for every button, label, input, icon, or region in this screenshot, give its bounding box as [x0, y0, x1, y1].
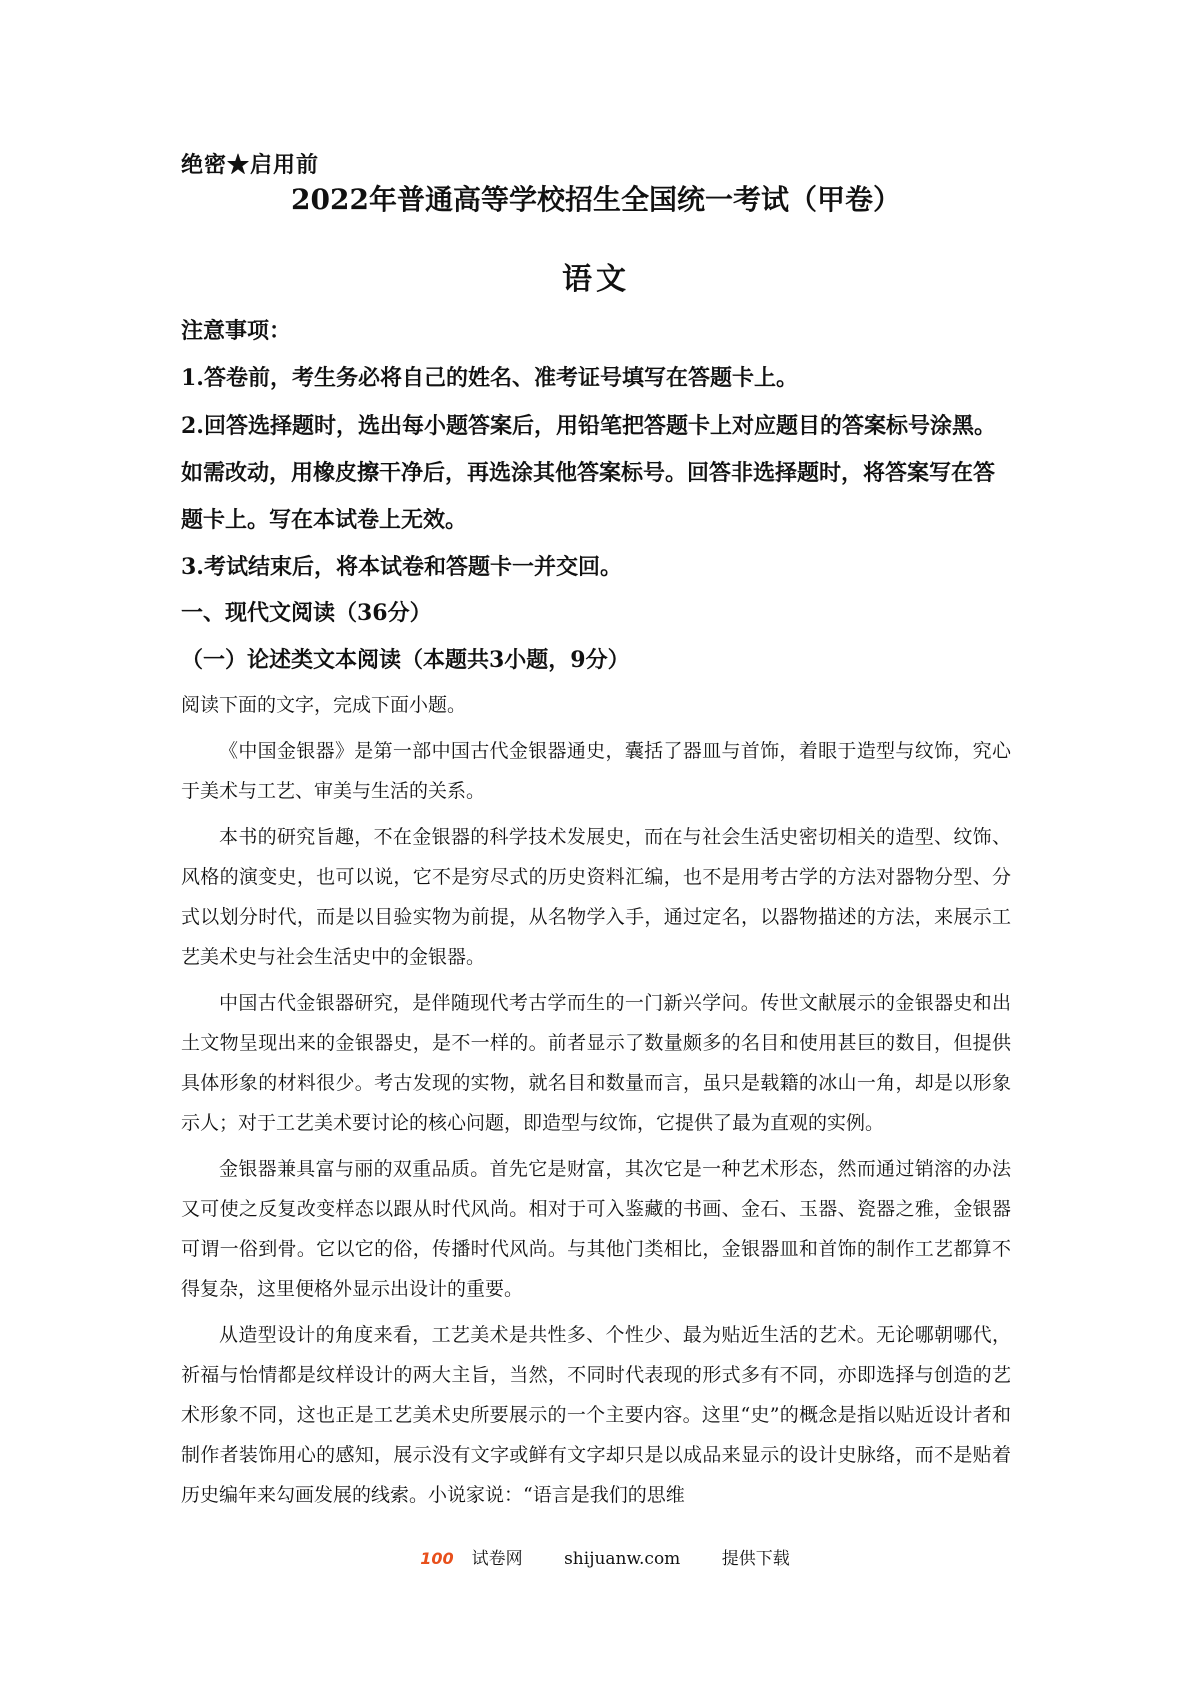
- notice-item-1: 1.答卷前，考生务必将自己的姓名、准考证号填写在答题卡上。: [181, 365, 798, 391]
- notice-item-3: 3.考试结束后，将本试卷和答题卡一并交回。: [181, 554, 622, 580]
- passage-paragraph-3: 中国古代金银器研究，是伴随现代考古学而生的一门新兴学问。传世文献展示的金银器史和出土文物呈现出来的金银器史，是不一样的。前者显示了数量颇多的名目和使用甚巨的数目，但提供具体形象的材料很少。考古发现的实物，就名目和数量而言，虽只是载籍的冰山一角，却是以形象示人；对于工艺美术要讨论的核心问题，即造型与纹饰，它提供了最为直观的实例。: [181, 992, 1011, 1134]
- footer-url[interactable]: shijuanw.com: [564, 1549, 681, 1569]
- footer-logo: 100: [420, 1549, 454, 1568]
- subsection-heading: （一）论述类文本阅读（本题共3小题，9分）: [181, 647, 630, 673]
- page-footer: [181, 1544, 1011, 1569]
- footer-note: 提供下载: [721, 1549, 790, 1569]
- passage-paragraph-2: 本书的研究旨趣，不在金银器的科学技术发展史，而在与社会生活史密切相关的造型、纹饰、风格的演变史，也可以说，它不是穷尽式的历史资料汇编，也不是用考古学的方法对器物分型、分式以划分时代，而是以目验实物为前提，从名物学入手，通过定名，以器物描述的方法，来展示工艺美术史与社会生活史中的金银器。: [181, 826, 1011, 968]
- passage-paragraph-4: 金银器兼具富与丽的双重品质。首先它是财富，其次它是一种艺术形态，然而通过销溶的办法又可使之反复改变样态以跟从时代风尚。相对于可入鉴藏的书画、金石、玉器、瓷器之雅，金银器可谓一俗到骨。它以它的俗，传播时代风尚。与其他门类相比，金银器皿和首饰的制作工艺都算不得复杂，这里便格外显示出设计的重要。: [181, 1158, 1011, 1300]
- exam-title: 2022年普通高等学校招生全国统一考试（甲卷）: [291, 183, 901, 216]
- footer-site-name: 试卷网: [471, 1549, 523, 1569]
- notice-heading: 注意事项：: [181, 318, 292, 344]
- reading-instruction: 阅读下面的文字，完成下面小题。: [181, 694, 467, 716]
- subject-title: 语文: [562, 262, 630, 297]
- secret-label: 绝密★启用前: [181, 152, 320, 178]
- footer-brand: [402, 1549, 522, 1569]
- passage-paragraph-1: 《中国金银器》是第一部中国古代金银器通史，囊括了器皿与首饰，着眼于造型与纹饰，究心于美术与工艺、审美与生活的关系。: [181, 740, 1011, 802]
- notice-item-2: 2.回答选择题时，选出每小题答案后，用铅笔把答题卡上对应题目的答案标号涂黑。如需改动，用橡皮擦干净后，再选涂其他答案标号。回答非选择题时，将答案写在答题卡上。写在本试卷上无效。: [181, 413, 996, 533]
- passage-paragraph-5: 从造型设计的角度来看，工艺美术是共性多、个性少、最为贴近生活的艺术。无论哪朝哪代，祈福与怡情都是纹样设计的两大主旨，当然，不同时代表现的形式多有不同，亦即选择与创造的艺术形象不同，这也正是工艺美术史所要展示的一个主要内容。这里“史”的概念是指以贴近设计者和制作者装饰用心的感知，展示没有文字或鲜有文字却只是以成品来显示的设计史脉络，而不是贴着历史编年来勾画发展的线索。小说家说：“语言是我们的思维: [181, 1324, 1011, 1506]
- reading-passage: [181, 731, 1011, 1521]
- section-heading: 一、现代文阅读（36分）: [181, 600, 432, 626]
